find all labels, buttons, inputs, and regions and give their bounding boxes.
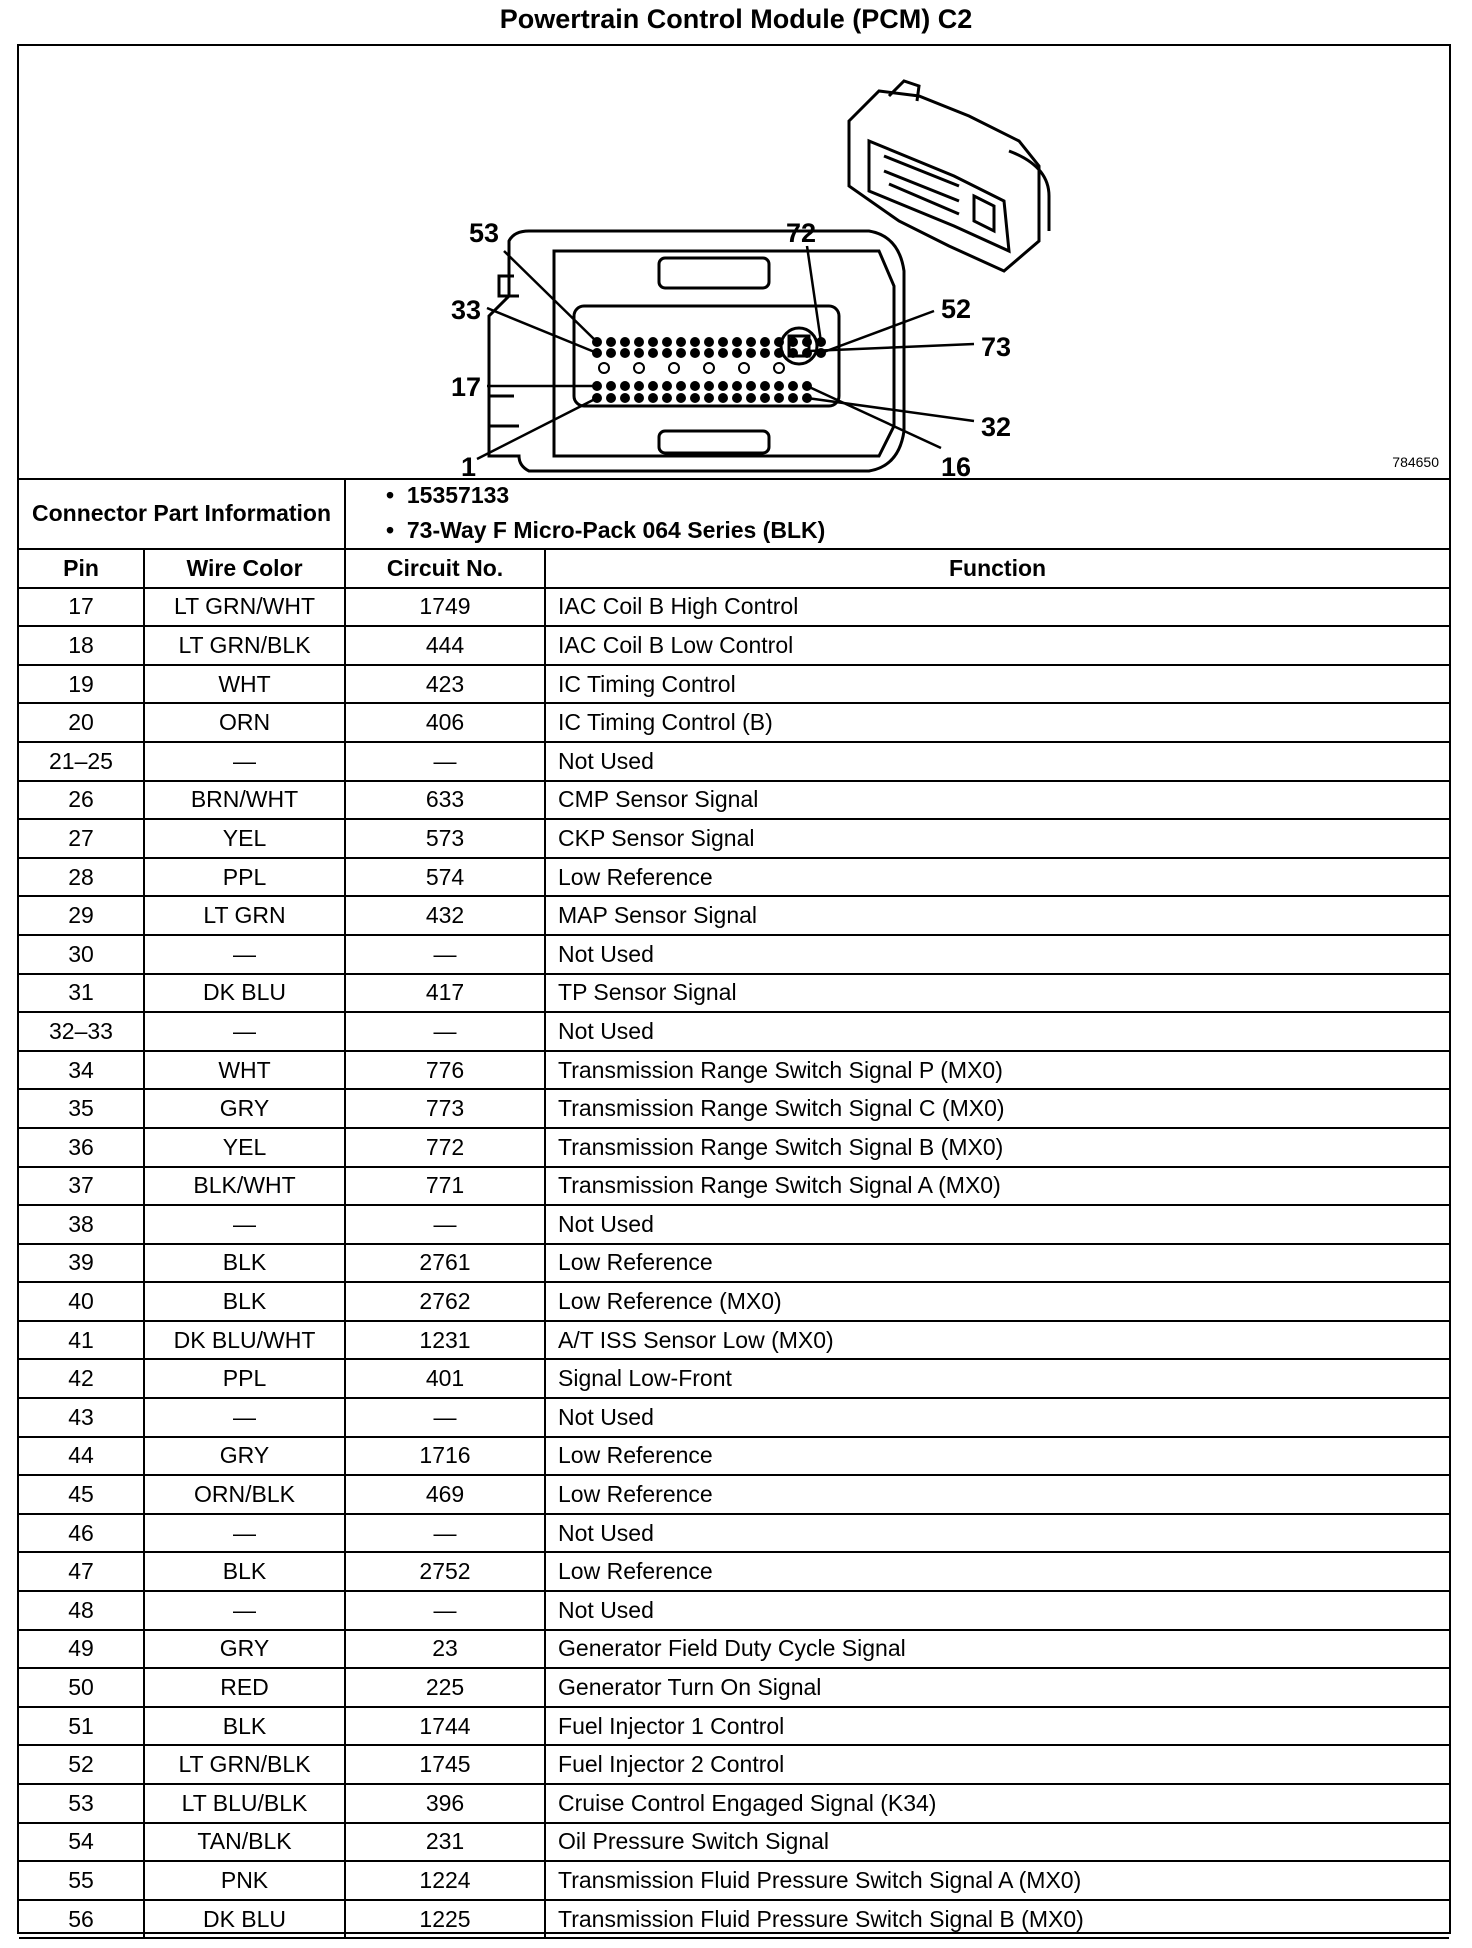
- wire-color-cell: LT BLU/BLK: [144, 1784, 345, 1823]
- table-row: [19, 819, 1449, 858]
- function-cell: Low Reference: [545, 1437, 1449, 1476]
- circuit-cell: 776: [345, 1051, 545, 1090]
- function-cell: Low Reference (MX0): [545, 1282, 1449, 1321]
- table-row: [19, 626, 1449, 665]
- table-row: [19, 1167, 1449, 1206]
- circuit-cell: 417: [345, 974, 545, 1013]
- circuit-cell: 396: [345, 1784, 545, 1823]
- wire-color-cell: BLK: [144, 1244, 345, 1283]
- function-cell: Not Used: [545, 742, 1449, 781]
- connector-drawing: [19, 46, 1449, 478]
- circuit-cell: 2752: [345, 1552, 545, 1591]
- pin-cell: 46: [19, 1514, 144, 1553]
- table-row: [19, 1591, 1449, 1630]
- table-row: [19, 896, 1449, 935]
- circuit-cell: 773: [345, 1089, 545, 1128]
- table-row: [19, 974, 1449, 1013]
- table-row: [19, 1398, 1449, 1437]
- pin-cell: 36: [19, 1128, 144, 1167]
- circuit-cell: 444: [345, 626, 545, 665]
- table-row: [19, 935, 1449, 974]
- pin-cell: 47: [19, 1552, 144, 1591]
- function-cell: Oil Pressure Switch Signal: [545, 1823, 1449, 1862]
- function-cell: Cruise Control Engaged Signal (K34): [545, 1784, 1449, 1823]
- function-cell: Signal Low-Front: [545, 1359, 1449, 1398]
- wire-color-cell: WHT: [144, 1051, 345, 1090]
- function-cell: Not Used: [545, 1205, 1449, 1244]
- pin-cell: 35: [19, 1089, 144, 1128]
- table-row: [19, 1359, 1449, 1398]
- circuit-cell: 231: [345, 1823, 545, 1862]
- pin-cell: 42: [19, 1359, 144, 1398]
- table-row: [19, 1282, 1449, 1321]
- pin-cell: 31: [19, 974, 144, 1013]
- header-wire-color: Wire Color: [144, 549, 345, 588]
- pin-cell: 45: [19, 1475, 144, 1514]
- function-cell: Transmission Range Switch Signal A (MX0): [545, 1167, 1449, 1206]
- table-row: [19, 1514, 1449, 1553]
- circuit-cell: 1749: [345, 588, 545, 627]
- circuit-cell: —: [345, 1205, 545, 1244]
- function-cell: IAC Coil B High Control: [545, 588, 1449, 627]
- wire-color-cell: —: [144, 1591, 345, 1630]
- label-16: 16: [941, 452, 972, 478]
- label-73: 73: [981, 332, 1012, 362]
- wire-color-cell: DK BLU: [144, 1900, 345, 1939]
- function-cell: Low Reference: [545, 1244, 1449, 1283]
- table-row: [19, 1668, 1449, 1707]
- connector-info-label: Connector Part Information: [19, 478, 345, 549]
- wire-color-cell: —: [144, 1012, 345, 1051]
- wire-color-cell: LT GRN: [144, 896, 345, 935]
- label-72: 72: [786, 218, 817, 248]
- function-cell: Fuel Injector 1 Control: [545, 1707, 1449, 1746]
- circuit-cell: —: [345, 1012, 545, 1051]
- circuit-cell: 1744: [345, 1707, 545, 1746]
- pin-cell: 27: [19, 819, 144, 858]
- wire-color-cell: PNK: [144, 1861, 345, 1900]
- page-title: Powertrain Control Module (PCM) C2: [499, 4, 973, 34]
- wire-color-cell: BLK: [144, 1282, 345, 1321]
- wire-color-cell: ORN: [144, 703, 345, 742]
- table-row: [19, 1745, 1449, 1784]
- pin-cell: 56: [19, 1900, 144, 1939]
- wire-color-cell: PPL: [144, 1359, 345, 1398]
- pin-cell: 20: [19, 703, 144, 742]
- table-row: [19, 665, 1449, 704]
- label-33: 33: [451, 295, 482, 325]
- pin-cell: 19: [19, 665, 144, 704]
- wire-color-cell: BRN/WHT: [144, 781, 345, 820]
- function-cell: Low Reference: [545, 858, 1449, 897]
- label-53: 53: [469, 218, 500, 248]
- table-row: [19, 1128, 1449, 1167]
- pin-cell: 32–33: [19, 1012, 144, 1051]
- table-row: [19, 1089, 1449, 1128]
- function-cell: Transmission Range Switch Signal C (MX0): [545, 1089, 1449, 1128]
- table-row: [19, 1707, 1449, 1746]
- wire-color-cell: —: [144, 1514, 345, 1553]
- pin-cell: 30: [19, 935, 144, 974]
- pin-cell: 51: [19, 1707, 144, 1746]
- header-pin: Pin: [19, 549, 144, 588]
- circuit-cell: 23: [345, 1630, 545, 1669]
- function-cell: IC Timing Control: [545, 665, 1449, 704]
- function-cell: Low Reference: [545, 1475, 1449, 1514]
- wire-color-cell: LT GRN/BLK: [144, 1745, 345, 1784]
- table-row: [19, 1552, 1449, 1591]
- document-frame: [17, 44, 1451, 1934]
- table-header: [19, 549, 1449, 588]
- circuit-cell: 772: [345, 1128, 545, 1167]
- connector-info-list: [345, 478, 1449, 549]
- wire-color-cell: BLK: [144, 1552, 345, 1591]
- circuit-cell: 1225: [345, 1900, 545, 1939]
- table-row: [19, 1244, 1449, 1283]
- pin-cell: 28: [19, 858, 144, 897]
- wire-color-cell: GRY: [144, 1630, 345, 1669]
- table-row: [19, 858, 1449, 897]
- circuit-cell: 771: [345, 1167, 545, 1206]
- circuit-cell: —: [345, 742, 545, 781]
- wire-color-cell: DK BLU/WHT: [144, 1321, 345, 1360]
- pin-cell: 29: [19, 896, 144, 935]
- function-cell: Fuel Injector 2 Control: [545, 1745, 1449, 1784]
- function-cell: A/T ISS Sensor Low (MX0): [545, 1321, 1449, 1360]
- pin-grid: [592, 337, 826, 403]
- pin-cell: 55: [19, 1861, 144, 1900]
- function-cell: TP Sensor Signal: [545, 974, 1449, 1013]
- function-cell: Transmission Range Switch Signal P (MX0): [545, 1051, 1449, 1090]
- circuit-cell: 1224: [345, 1861, 545, 1900]
- table-row: [19, 1861, 1449, 1900]
- circuit-cell: 633: [345, 781, 545, 820]
- wire-color-cell: —: [144, 1398, 345, 1437]
- pin-cell: 39: [19, 1244, 144, 1283]
- table-row: [19, 1784, 1449, 1823]
- circuit-cell: 2761: [345, 1244, 545, 1283]
- function-cell: Transmission Fluid Pressure Switch Signal B (MX0): [545, 1900, 1449, 1939]
- pin-cell: 43: [19, 1398, 144, 1437]
- pin-cell: 17: [19, 588, 144, 627]
- wire-color-cell: —: [144, 935, 345, 974]
- table-row: [19, 1900, 1449, 1939]
- function-cell: IC Timing Control (B): [545, 703, 1449, 742]
- table-row: [19, 1321, 1449, 1360]
- function-cell: Not Used: [545, 1012, 1449, 1051]
- pin-cell: 54: [19, 1823, 144, 1862]
- circuit-cell: 1231: [345, 1321, 545, 1360]
- wire-color-cell: RED: [144, 1668, 345, 1707]
- circuit-cell: —: [345, 1514, 545, 1553]
- label-52: 52: [941, 294, 972, 324]
- table-row: [19, 1823, 1449, 1862]
- table-row: [19, 1205, 1449, 1244]
- pin-cell: 44: [19, 1437, 144, 1476]
- label-1: 1: [461, 452, 477, 478]
- table-row: [19, 1630, 1449, 1669]
- table-row: [19, 1475, 1449, 1514]
- table-row: [19, 1437, 1449, 1476]
- wire-color-cell: —: [144, 742, 345, 781]
- connector-figure: [19, 46, 1449, 480]
- wire-color-cell: WHT: [144, 665, 345, 704]
- wire-color-cell: TAN/BLK: [144, 1823, 345, 1862]
- circuit-cell: 432: [345, 896, 545, 935]
- function-cell: Generator Turn On Signal: [545, 1668, 1449, 1707]
- wire-color-cell: YEL: [144, 1128, 345, 1167]
- pin-cell: 49: [19, 1630, 144, 1669]
- pin-cell: 34: [19, 1051, 144, 1090]
- wire-color-cell: BLK: [144, 1707, 345, 1746]
- wire-color-cell: LT GRN/BLK: [144, 626, 345, 665]
- function-cell: Not Used: [545, 935, 1449, 974]
- label-32: 32: [981, 412, 1012, 442]
- table-row: [19, 1012, 1449, 1051]
- table-row: [19, 588, 1449, 627]
- wire-color-cell: LT GRN/WHT: [144, 588, 345, 627]
- pin-cell: 53: [19, 1784, 144, 1823]
- circuit-cell: —: [345, 1398, 545, 1437]
- pin-cell: 52: [19, 1745, 144, 1784]
- header-circuit: Circuit No.: [345, 549, 545, 588]
- pin-cell: 48: [19, 1591, 144, 1630]
- header-function: Function: [545, 549, 1449, 588]
- circuit-cell: 1745: [345, 1745, 545, 1784]
- circuit-cell: 401: [345, 1359, 545, 1398]
- circuit-cell: —: [345, 935, 545, 974]
- figure-id: 784650: [1392, 454, 1439, 470]
- function-cell: IAC Coil B Low Control: [545, 626, 1449, 665]
- wire-color-cell: DK BLU: [144, 974, 345, 1013]
- connector-part-number: • 15357133: [386, 482, 510, 508]
- function-cell: MAP Sensor Signal: [545, 896, 1449, 935]
- circuit-cell: —: [345, 1591, 545, 1630]
- pin-cell: 26: [19, 781, 144, 820]
- table-row: [19, 1051, 1449, 1090]
- label-17: 17: [451, 372, 482, 402]
- pin-cell: 21–25: [19, 742, 144, 781]
- function-cell: Not Used: [545, 1398, 1449, 1437]
- circuit-cell: 2762: [345, 1282, 545, 1321]
- table-row: [19, 703, 1449, 742]
- pin-cell: 38: [19, 1205, 144, 1244]
- pin-cell: 18: [19, 626, 144, 665]
- function-cell: Not Used: [545, 1514, 1449, 1553]
- circuit-cell: 225: [345, 1668, 545, 1707]
- pin-cell: 40: [19, 1282, 144, 1321]
- circuit-cell: 573: [345, 819, 545, 858]
- circuit-cell: 406: [345, 703, 545, 742]
- connector-description: • 73-Way F Micro-Pack 064 Series (BLK): [386, 517, 826, 543]
- wire-color-cell: PPL: [144, 858, 345, 897]
- pin-cell: 37: [19, 1167, 144, 1206]
- circuit-cell: 469: [345, 1475, 545, 1514]
- pinout-table: [19, 478, 1449, 1939]
- pin-cell: 41: [19, 1321, 144, 1360]
- wire-color-cell: GRY: [144, 1437, 345, 1476]
- function-cell: Transmission Range Switch Signal B (MX0): [545, 1128, 1449, 1167]
- function-cell: CMP Sensor Signal: [545, 781, 1449, 820]
- circuit-cell: 1716: [345, 1437, 545, 1476]
- circuit-cell: 574: [345, 858, 545, 897]
- pin-cell: 50: [19, 1668, 144, 1707]
- connector-info-row: [19, 478, 1449, 549]
- wire-color-cell: ORN/BLK: [144, 1475, 345, 1514]
- table-row: [19, 781, 1449, 820]
- function-cell: Low Reference: [545, 1552, 1449, 1591]
- wire-color-cell: YEL: [144, 819, 345, 858]
- function-cell: Not Used: [545, 1591, 1449, 1630]
- circuit-cell: 423: [345, 665, 545, 704]
- function-cell: Generator Field Duty Cycle Signal: [545, 1630, 1449, 1669]
- wire-color-cell: —: [144, 1205, 345, 1244]
- function-cell: CKP Sensor Signal: [545, 819, 1449, 858]
- wire-color-cell: GRY: [144, 1089, 345, 1128]
- wire-color-cell: BLK/WHT: [144, 1167, 345, 1206]
- function-cell: Transmission Fluid Pressure Switch Signal A (MX0): [545, 1861, 1449, 1900]
- table-row: [19, 742, 1449, 781]
